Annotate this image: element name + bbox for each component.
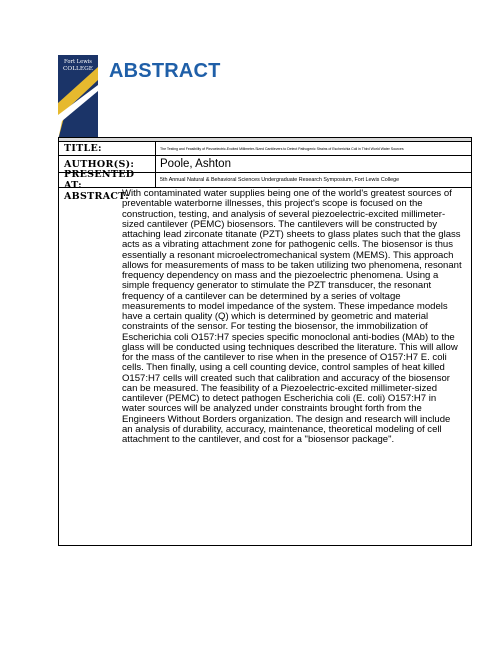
logo-line2: COLLEGE [63, 66, 93, 72]
fort-lewis-college-logo [58, 55, 98, 140]
presented-label: PRESENTED AT: [59, 173, 156, 187]
title-value: The Testing and Feasibility of Piezoelectric-Excited Millimeter-Sized Cantilevers to Detect Pathogenic Strains of Escherichia Coli in Third World Water Sources [160, 146, 404, 151]
title-row [59, 142, 471, 156]
presented-row [59, 169, 471, 191]
author-label: AUTHOR(S): [59, 156, 156, 172]
abstract-text: With contaminated water supplies being one of the world's greatest sources of preventable waterborne illnesses, this project's scope is focused on the construction, testing, and analysis of several piezoelectric-excited millimeter-sized cantilever (PEMC) biosensors. The cantilevers will be constructed by attaching lead zirconate titanate (PZT) sheets to glass plates such that the glass acts as a vibrating attachment zone for pathogenic cells. The biosensor is thus essentially a resonant microelectromechanical system (MEMS). This approach allows for measurements of mass to be taken utilizing two phenomena, resonant frequency dependency on mass and the piezoelectric phenomena. Using a simple frequency generator to stimulate the PZT transducer, the resonant frequency of a cantilever can be determined by a series of voltage measurements to model impedance of the system. These impedance models have a certain quality (Q) which is determined by geometric and material constraints of the sensor. For testing the biosensor, the immobilization of Escherichia coli O157:H7 species specific monoclonal anti-bodies (MAb) to the glass will be conducted using techniques described the literature. This will allow for the mass of the cantilever to rise when in the presence of O157:H7 E. coli cells. Then finally, using a cell counting device, control samples of heat killed O157:H7 cells will created such that calibration and accuracy of the biosensor can be measured. The feasibility of a Piezoelectric-excited millimeter-sized cantilever (PEMC) to detect pathogen Escherichia coli (E. coli) O157:H7 in water sources will be analyzed under constraints brought forth from the Engineers Without Borders organization. The design and research will include an analysis of durability, accuracy, maintenance, theoretical modeling of cell attachment to the cantilever, and cost for a "biosensor package". [122, 188, 462, 445]
page-title: ABSTRACT [109, 60, 221, 82]
title-label: TITLE: [59, 142, 156, 155]
author-value: Poole, Ashton [160, 158, 231, 170]
fort-lewis-college-logo-icon [58, 55, 98, 140]
logo-line1: Fort Lewis [64, 59, 92, 65]
abstract-form [58, 137, 472, 546]
abstract-label: ABSTRACT: [64, 191, 130, 202]
presented-value: 5th Annual Natural & Behavioral Sciences Undergraduate Research Symposium, Fort Lewis College [160, 177, 400, 183]
